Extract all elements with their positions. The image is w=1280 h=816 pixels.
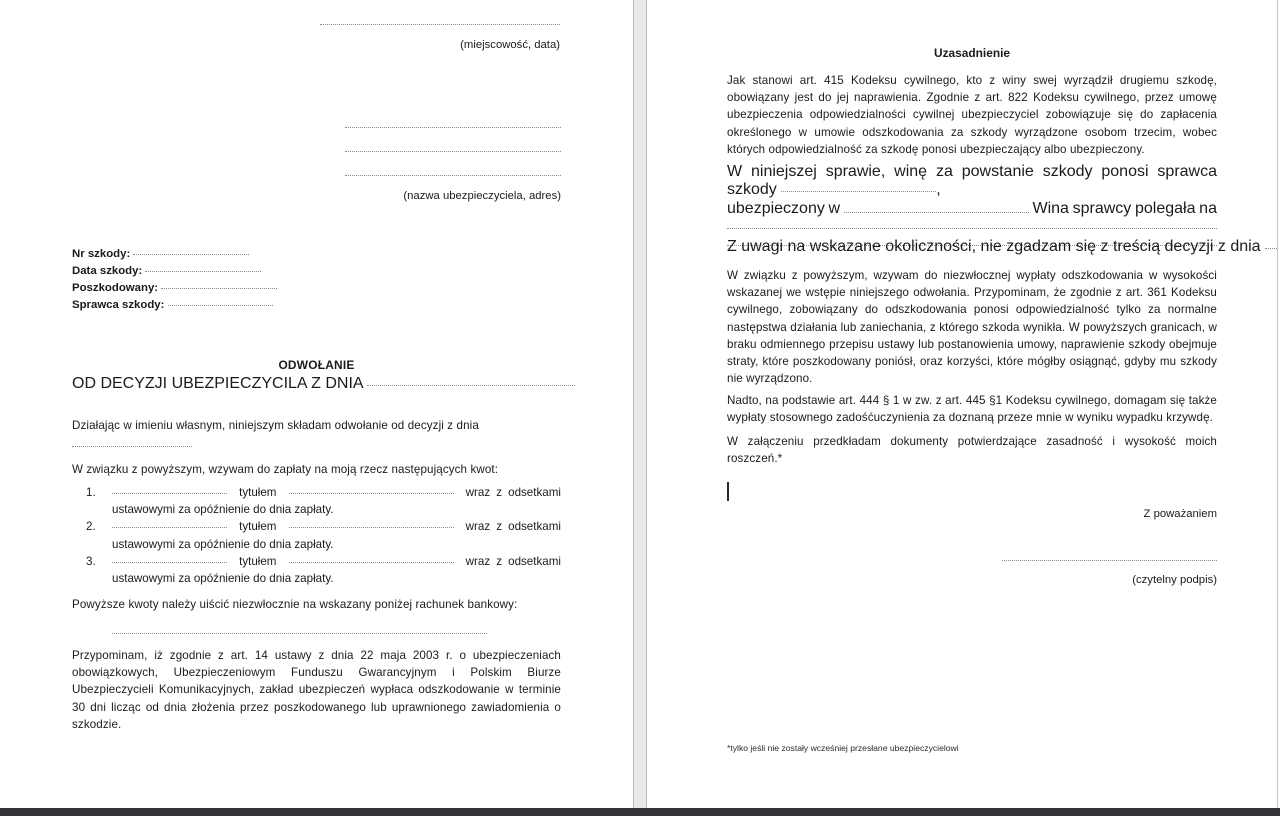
claim-field-sprawca-szkody-dotted-rule: [168, 305, 273, 306]
claim-field-poszkodowany-label: Poszkodowany:: [72, 282, 159, 294]
reminder-paragraph: Przypominam, iż zgodnie z art. 14 ustawy z dnia 22 maja 2003 r. o ubezpieczeniach obowiązkowych, Ubezpieczeniowym Funduszu Gwarancyjnym i Polskim Biurze Ubezpieczycieli Komunikacyjnych, zakład ubezpieczeń wypłaca odszkodowanie w terminie 30 dni licząc od dnia złożenia przez poszkodowanego lub uprawnionego zawiadomienia o szkodzie.: [72, 649, 561, 731]
claim-field-data-szkody-dotted-rule: [145, 271, 261, 272]
footnote-text: *tylko jeśli nie zostały wcześniej przesłane ubezpieczycielowi: [727, 743, 959, 753]
list-item[interactable]: [112, 484, 561, 518]
signature-block[interactable]: [1002, 560, 1217, 588]
demand-intro-block: [72, 461, 561, 478]
claim-field-nr-szkody-label: Nr szkody:: [72, 248, 131, 260]
fault-paragraph-line-1: [727, 163, 1217, 199]
page-subtitle-dotted-rule[interactable]: [367, 385, 575, 386]
fault-detail-dotted-rule-1[interactable]: [727, 228, 1217, 229]
acting-date-dotted-rule[interactable]: [72, 446, 192, 447]
payment-demand-paragraph: W związku z powyższym, wzywam do niezwłocznej wypłaty odszkodowania w wysokości wskazanej we wstępie niniejszego odwołania. Przypominam, że zgodnie z art. 361 Kodeksu cywilnego, zobowiązany do odszkodowania ponosi odpowiedzialność tylko za normalne następstwa działania lub zaniechania, z którego szkoda wynikła. W powyższych granicach, w braku odmiennego przepisu ustawy lub postanowienia umowy, naprawienie szkody obejmuje straty, które poszkodowany poniósł, oraz korzyści, które mógłby osiągnąć, gdyby mu szkody nie wyrządzono.: [727, 269, 1217, 386]
claim-mid-label: tytułem: [239, 554, 277, 568]
disagreement-text: Z uwagi na wskazane okoliczności, nie zgadzam się z treścią decyzji z dnia: [727, 238, 1261, 255]
reminder-block: [72, 647, 561, 733]
claim-field-poszkodowany-dotted-rule: [161, 288, 277, 289]
claim-amount-dotted-rule[interactable]: [112, 493, 227, 494]
claim-tail-text: wraz z odsetkami ustawowymi za opóźnienie do dnia zapłaty.: [112, 554, 561, 586]
bank-account-block: [72, 596, 561, 634]
claim-field-nr-szkody-dotted-rule: [133, 254, 249, 255]
disagreement-date-dotted-rule[interactable]: [1265, 248, 1278, 249]
compensation-block: [727, 392, 1217, 426]
fault-text-seg-1: W niniejszej sprawie, winę za powstanie szkody ponosi sprawca szkody: [727, 163, 1217, 198]
claim-reason-dotted-rule[interactable]: [289, 562, 454, 563]
list-item[interactable]: [112, 553, 561, 587]
claim-field-sprawca-szkody-label: Sprawca szkody:: [72, 299, 165, 311]
fault-paragraph-line-2: [727, 200, 1217, 218]
signature-dotted-rule[interactable]: [1002, 560, 1217, 561]
claims-list: [72, 484, 561, 587]
claim-field-sprawca-szkody[interactable]: [72, 297, 277, 314]
page-subtitle-text: OD DECYZJI UBEZPIECZYCILA Z DNIA: [72, 374, 363, 392]
text-cursor-caret: [727, 482, 729, 501]
justification-heading: Uzasadnienie: [934, 46, 1010, 60]
claims-list-block: [72, 484, 561, 587]
page-gutter: [633, 0, 647, 808]
acting-paragraph-block: [72, 417, 561, 454]
demand-intro-paragraph: W związku z powyższym, wzywam do zapłaty na moją rzecz następujących kwot:: [72, 463, 499, 476]
claim-reason-dotted-rule[interactable]: [289, 527, 454, 528]
insurer-dotted-rule-2: [345, 151, 561, 152]
disagreement-paragraph: [727, 238, 1261, 256]
place-date-field[interactable]: [320, 24, 560, 53]
claim-field-data-szkody-label: Data szkody:: [72, 265, 143, 277]
attachments-paragraph: W załączeniu przedkładam dokumenty potwierdzające zasadność i wysokość moich roszczeń.*: [727, 435, 1217, 466]
claim-mid-label: tytułem: [239, 520, 277, 534]
closing-block: [727, 507, 1217, 522]
legal-basis-paragraph: Jak stanowi art. 415 Kodeksu cywilnego, kto z winy swej wyrządził drugiemu szkodę, obowiązany jest do jej naprawienia. Zgodnie z art. 822 Kodeksu cywilnego, przez umowę ubezpieczenia odpowiedzialności cywilnej ubezpieczyciel zobowiązuje się do zapłacenia określonego w umowie odszkodowania za szkody wyrządzone osobom trzecim, wobec których odpowiedzialność za szkodę ponosi ubezpieczający albo ubezpieczony.: [727, 74, 1217, 156]
viewer-bottom-bar: [0, 808, 1280, 816]
claim-tail-text: wraz z odsetkami ustawowymi za opóźnienie do dnia zapłaty.: [112, 520, 561, 551]
bank-account-dotted-rule[interactable]: [112, 633, 487, 634]
claim-amount-dotted-rule[interactable]: [112, 527, 227, 528]
fault-text-seg-5: sprawcy: [1072, 200, 1132, 217]
page-title: ODWOŁANIE: [278, 358, 355, 372]
closing-salutation: Z poważaniem: [1143, 508, 1217, 520]
fault-perpetrator-dotted-rule[interactable]: [781, 191, 936, 192]
payment-demand-block: [727, 267, 1217, 387]
claim-field-nr-szkody[interactable]: [72, 246, 277, 263]
claim-reason-dotted-rule[interactable]: [289, 493, 454, 494]
justification-heading-block: [727, 45, 1217, 62]
fault-text-seg-4: Wina: [1032, 200, 1069, 217]
list-item[interactable]: [112, 518, 561, 552]
claim-field-data-szkody[interactable]: [72, 263, 277, 280]
document-page-2[interactable]: [647, 0, 1278, 808]
fault-text-seg-3: w: [828, 200, 841, 217]
fault-comma: ,: [936, 181, 941, 198]
claim-field-poszkodowany[interactable]: [72, 280, 277, 297]
insurer-caption: (nazwa ubezpieczyciela, adres): [403, 190, 561, 202]
insurer-dotted-rule-1: [345, 127, 561, 128]
attachments-block: [727, 433, 1217, 467]
fault-text-seg-2: ubezpieczony: [727, 200, 825, 217]
place-date-caption: (miejscowość, data): [460, 39, 560, 51]
place-date-dotted-rule: [320, 24, 560, 25]
compensation-paragraph: Nadto, na podstawie art. 444 § 1 w zw. z art. 445 §1 Kodeksu cywilnego, domagam się także wypłaty stosownego zadośćuczynienia za doznaną przeze mnie w wyniku wypadku krzywdę.: [727, 394, 1217, 425]
fault-text-seg-6: polegała: [1134, 200, 1196, 217]
claim-tail-text: wraz z odsetkami ustawowymi za opóźnienie do dnia zapłaty.: [112, 486, 561, 517]
insurer-address-field[interactable]: [345, 127, 561, 204]
legal-basis-block: [727, 72, 1217, 158]
claim-amount-dotted-rule[interactable]: [112, 562, 227, 563]
footnote-block: [727, 742, 1217, 754]
disagreement-block: [727, 238, 1261, 256]
claim-meta-fields: [72, 246, 277, 314]
fault-paragraph-block: [727, 163, 1217, 246]
signature-caption: (czytelny podpis): [1132, 574, 1217, 586]
insurer-dotted-rule-3: [345, 175, 561, 176]
page-subtitle: [72, 375, 561, 393]
claim-mid-label: tytułem: [239, 486, 277, 499]
bank-account-paragraph: Powyższe kwoty należy uiścić niezwłocznie na wskazany poniżej rachunek bankowy:: [72, 598, 518, 611]
fault-insurer-dotted-rule[interactable]: [844, 212, 1029, 213]
document-title-block: [72, 357, 561, 393]
acting-paragraph: Działając w imieniu własnym, niniejszym składam odwołanie od decyzji z dnia: [72, 419, 479, 432]
fault-text-seg-7: na: [1199, 200, 1217, 217]
document-page-1[interactable]: [0, 0, 633, 808]
